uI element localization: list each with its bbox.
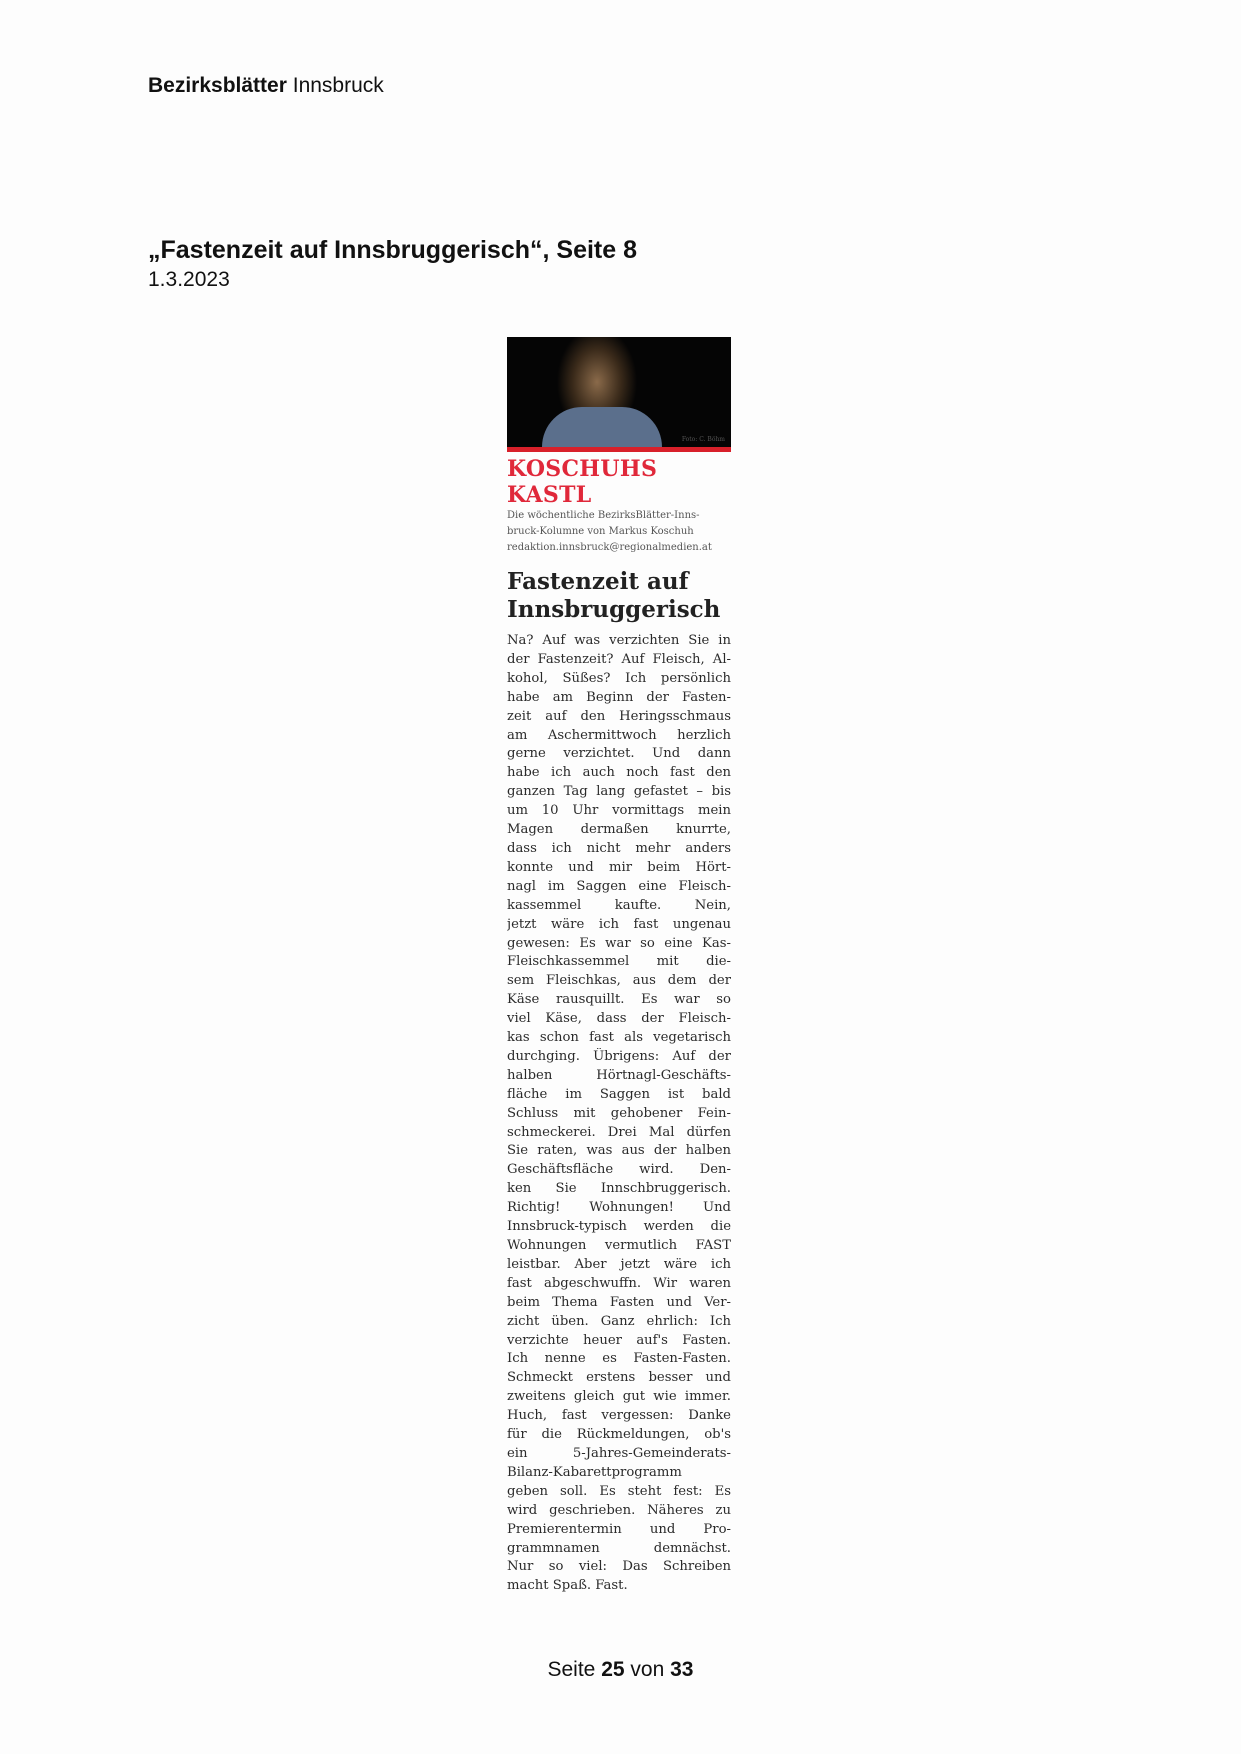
article-body	[507, 632, 731, 1596]
body-line: Geschäftsfläche wird. Den-	[507, 1162, 731, 1178]
body-line: Magen dermaßen knurrte,	[507, 822, 731, 838]
body-line: sem Fleischkas, aus dem der	[507, 973, 731, 989]
body-line: schmeckerei. Drei Mal dürfen	[507, 1124, 731, 1140]
body-line: ein 5-Jahres-Gemeinderats-	[507, 1445, 731, 1461]
body-line: habe am Beginn der Fasten-	[507, 689, 731, 705]
subtitle-line: bruck-Kolumne von Markus Koschuh	[507, 526, 694, 537]
body-line: leistbar. Aber jetzt wäre ich	[507, 1256, 731, 1272]
article-date: 1.3.2023	[148, 268, 230, 291]
publication-header	[148, 74, 384, 98]
body-line: Richtig! Wohnungen! Und	[507, 1200, 731, 1216]
body-line: kas schon fast als vegetarisch	[507, 1030, 731, 1046]
body-line: gerne verzichtet. Und dann	[507, 746, 731, 762]
body-line: der Fastenzeit? Auf Fleisch, Al-	[507, 651, 731, 667]
body-line: ken Sie Innschbruggerisch.	[507, 1181, 731, 1197]
total-pages: 33	[670, 1658, 694, 1681]
headline-line: Fastenzeit auf	[507, 568, 689, 595]
body-line: für die Rückmeldungen, ob's	[507, 1427, 731, 1443]
body-line: grammnamen demnächst.	[507, 1540, 731, 1556]
body-line: kassemmel kaufte. Nein,	[507, 897, 731, 913]
article-reference-title: „Fastenzeit auf Innsbruggerisch“, Seite 8	[148, 236, 638, 264]
body-line: kohol, Süßes? Ich persönlich	[507, 670, 731, 686]
body-line: fläche im Saggen ist bald	[507, 1086, 731, 1102]
body-line: geben soll. Es steht fest: Es	[507, 1483, 731, 1499]
photo-figure	[542, 407, 662, 447]
body-line: Huch, fast vergessen: Danke	[507, 1408, 731, 1424]
body-line: Ich nenne es Fasten-Fasten.	[507, 1351, 731, 1367]
body-line: verzichte heuer auf's Fasten.	[507, 1332, 731, 1348]
body-line: halben Hörtnagl-Geschäfts-	[507, 1067, 731, 1083]
brand-name: Bezirksblätter	[148, 74, 287, 97]
body-line: zicht üben. Ganz ehrlich: Ich	[507, 1313, 731, 1329]
contact-email: redaktion.innsbruck@regionalmedien.at	[507, 542, 712, 553]
subtitle-line: Die wöchentliche BezirksBlätter-Inns-	[507, 510, 700, 521]
body-line: habe ich auch noch fast den	[507, 765, 731, 781]
body-line: zweitens gleich gut wie immer.	[507, 1389, 731, 1405]
photo-credit: Foto: C. Böhm	[681, 436, 725, 443]
brand-region: Innsbruck	[292, 74, 384, 97]
body-line: konnte und mir beim Hört-	[507, 859, 731, 875]
body-line: Schmeckt erstens besser und	[507, 1370, 731, 1386]
column-name: KOSCHUHS KASTL	[507, 456, 658, 508]
page-of: von	[630, 1658, 665, 1681]
red-divider	[507, 447, 731, 452]
body-line: um 10 Uhr vormittags mein	[507, 803, 731, 819]
body-line: gewesen: Es war so eine Kas-	[507, 935, 731, 951]
headline-line: Innsbruggerisch	[507, 596, 721, 623]
body-line: Bilanz-Kabarettprogramm	[507, 1464, 682, 1480]
body-line: durchging. Übrigens: Auf der	[507, 1048, 731, 1064]
body-line: Fleischkassemmel mit die-	[507, 954, 731, 970]
body-line: ganzen Tag lang gefastet – bis	[507, 784, 731, 800]
page-prefix: Seite	[547, 1658, 596, 1681]
body-line: nagl im Saggen eine Fleisch-	[507, 878, 731, 894]
author-photo	[507, 337, 731, 447]
current-page: 25	[601, 1658, 625, 1681]
article-clipping	[507, 337, 731, 1596]
page-number	[0, 1658, 1241, 1682]
body-line: Premierentermin und Pro-	[507, 1521, 731, 1537]
article-headline	[507, 568, 731, 624]
body-line: Wohnungen vermutlich FAST	[507, 1238, 731, 1253]
body-line: Na? Auf was verzichten Sie in	[507, 633, 731, 648]
body-line: jetzt wäre ich fast ungenau	[507, 916, 731, 932]
body-line: beim Thema Fasten und Ver-	[507, 1294, 731, 1310]
body-line: fast abgeschwuffn. Wir waren	[507, 1275, 731, 1291]
column-subtitle	[507, 508, 731, 556]
body-line: macht Spaß. Fast.	[507, 1578, 628, 1594]
body-line: wird geschrieben. Näheres zu	[507, 1502, 731, 1518]
body-line: Innsbruck-typisch werden die	[507, 1219, 731, 1235]
body-line: dass ich nicht mehr anders	[507, 840, 731, 856]
body-line: Nur so viel: Das Schreiben	[507, 1559, 731, 1575]
body-line: am Aschermittwoch herzlich	[507, 727, 731, 743]
body-line: viel Käse, dass der Fleisch-	[507, 1011, 731, 1027]
body-line: Schluss mit gehobener Fein-	[507, 1105, 731, 1121]
body-line: Sie raten, was aus der halben	[507, 1143, 731, 1159]
body-line: Käse rausquillt. Es war so	[507, 992, 731, 1008]
body-line: zeit auf den Heringsschmaus	[507, 708, 731, 724]
